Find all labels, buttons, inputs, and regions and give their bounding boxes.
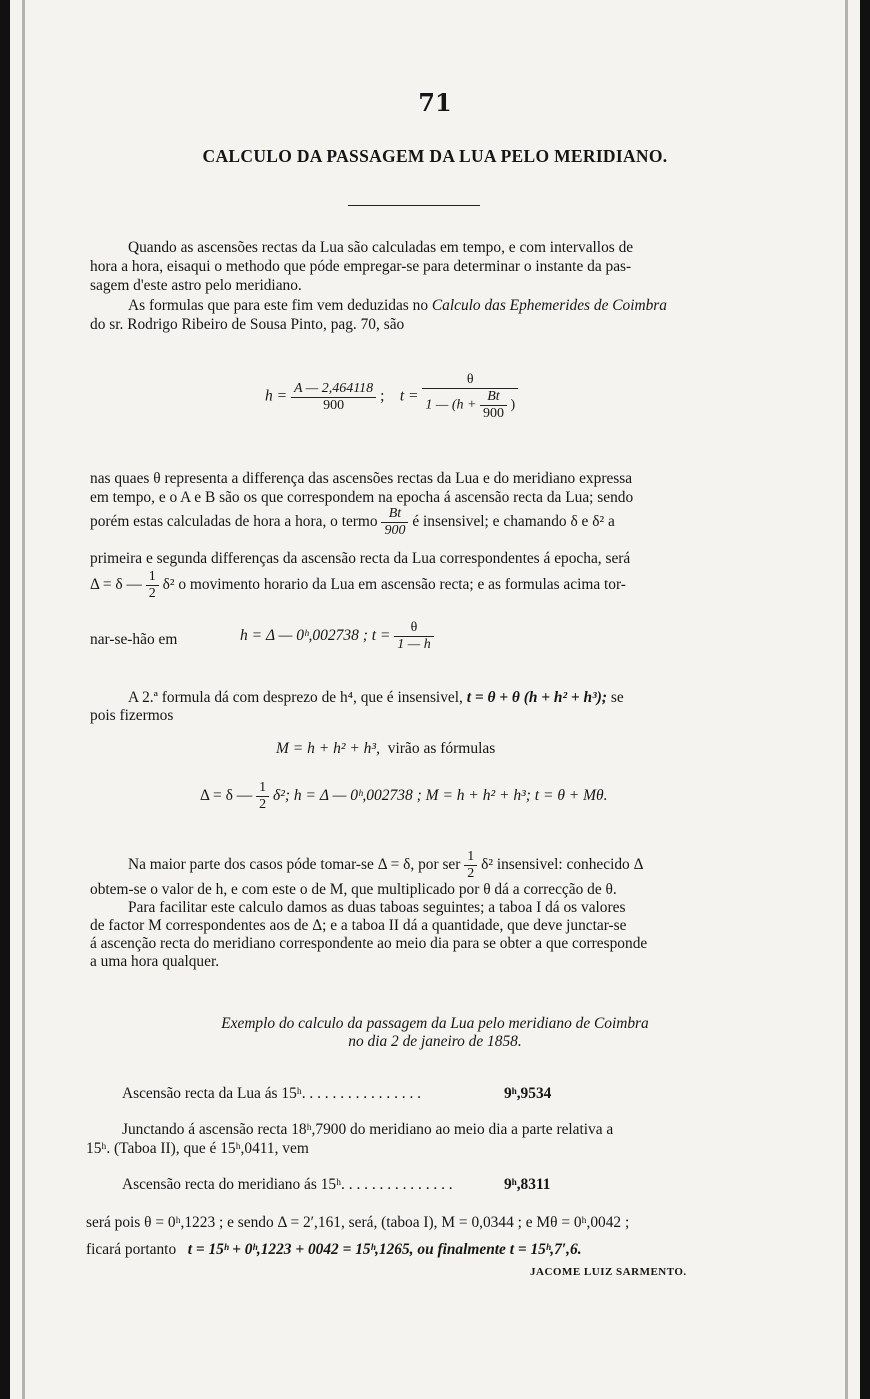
formula1-bt-numerator: Bt <box>480 389 507 406</box>
page-number: 71 <box>418 88 452 117</box>
para2-half-numerator: 1 <box>146 569 159 586</box>
formula1-h-numerator: A — 2,464118 <box>291 381 376 398</box>
para2-bt-fraction <box>381 506 408 539</box>
formula1-bt-fraction <box>480 389 507 422</box>
para2-line-3b: é insensivel; e chamando δ e δ² a <box>412 513 615 531</box>
para3-line-1c: se <box>610 689 624 706</box>
formula-reduced <box>240 620 434 653</box>
para4-line-2: obtem-se o valor de h, e com este o de M, que multiplicado por θ dá a correcção de θ. <box>90 881 617 898</box>
formula-final-set <box>200 780 608 813</box>
formula4-b: δ²; h = Δ — 0ʰ,002738 ; M = h + h² + h³; t = θ + Mθ. <box>273 787 608 805</box>
formula1-h-lhs: h = <box>265 387 288 405</box>
formula1-t-denominator <box>422 389 518 422</box>
formula2-t-lhs: t = <box>371 627 391 645</box>
para2-line-5b: δ² o movimento horario da Lua em ascensão recta; e as formulas acima tor- <box>162 576 626 594</box>
para2-line-5a: Δ = δ — <box>90 576 142 594</box>
para2-line-4: primeira e segunda differenças da ascensão recta da Lua correspondentes á epocha, será <box>90 550 631 567</box>
formula2-h: h = Δ — 0ʰ,002738 ; <box>240 627 368 645</box>
para2-half-denominator: 2 <box>148 586 156 601</box>
formula4-half-denominator: 2 <box>259 797 267 812</box>
formula2-t-denominator: 1 — h <box>397 637 431 652</box>
formula4-half-numerator: 1 <box>256 780 269 797</box>
para2-bt-denominator: 900 <box>384 523 406 538</box>
intro-line-4-text: As formulas que para este fim vem deduzidas no <box>128 297 432 314</box>
para2-line-1: nas quaes θ representa a differença das ascensões rectas da Lua e do meridiano expressa <box>90 470 633 487</box>
para4-line-1a: Na maior parte dos casos póde tomar-se Δ = δ, por ser <box>128 856 461 874</box>
formula1-t-den-a: 1 — (h + <box>425 397 477 413</box>
example-row-1-label: Ascensão recta da Lua ás 15ʰ. . . . . . . . . . . . . . . . <box>122 1085 421 1102</box>
formula4-half-fraction <box>256 780 269 813</box>
para2-line-3 <box>90 506 615 539</box>
para4-line-4: de factor M correspondentes aos de Δ; e a taboa II dá a quantidade, que deve junctar-se <box>90 917 627 934</box>
example-row-2-value: 9ʰ,8311 <box>504 1176 551 1193</box>
para4-line-1 <box>128 849 644 882</box>
book-title: Calculo das Ephemerides de Coimbra <box>431 297 667 314</box>
para3-line-1a: A 2.ª formula dá com desprezo de h⁴, que é insensivel, <box>128 689 463 706</box>
formula4-a: Δ = δ — <box>200 787 253 805</box>
intro-line-4 <box>128 296 667 315</box>
example-row-2-label: Ascensão recta do meridiano ás 15ʰ. . . . . . . . . . . . . . . <box>122 1176 453 1193</box>
author-signature: JACOME LUIZ SARMENTO. <box>530 1266 687 1278</box>
formula1-bt-denominator: 900 <box>482 406 504 421</box>
example-para-line-2: 15ʰ. (Taboa II), que é 15ʰ,0411, vem <box>86 1140 309 1157</box>
para4-half-denominator: 2 <box>467 866 475 881</box>
formula-h-and-t <box>265 372 518 422</box>
para3-line-2: pois fizermos <box>90 707 174 724</box>
para4-line-3: Para facilitar este calculo damos as duas taboas seguintes; a taboa I dá os valores <box>128 899 626 916</box>
para2-half-fraction <box>146 569 159 602</box>
para4-half-numerator: 1 <box>464 849 477 866</box>
para4-line-6: a uma hora qualquer. <box>90 953 220 970</box>
intro-line-1: Quando as ascensões rectas da Lua são calculadas em tempo, e com intervallos de <box>128 239 634 256</box>
para4-line-5: á ascenção recta do meridiano correspondente ao meio dia para se obter a que corresponde <box>90 935 648 952</box>
intro-line-5: do sr. Rodrigo Ribeiro de Sousa Pinto, pag. 70, são <box>90 316 405 333</box>
formula3-tail: virão as fórmulas <box>387 740 496 757</box>
formula1-t-lhs: t = <box>399 387 419 405</box>
example-row-1-value: 9ʰ,9534 <box>504 1085 552 1102</box>
example-result-line-2 <box>86 1240 582 1259</box>
example-result-line-2b: t = 15ʰ + 0ʰ,1223 + 0042 = 15ʰ,1265, ou finalmente t = 15ʰ,7′,6. <box>187 1241 582 1258</box>
formula1-h-fraction <box>291 381 376 414</box>
para2-bt-numerator: Bt <box>381 506 408 523</box>
formula1-separator: ; <box>380 387 385 405</box>
para3-line-1 <box>128 688 624 707</box>
example-heading-line-1: Exemplo do calculo da passagem da Lua pelo meridiano de Coimbra <box>221 1015 649 1032</box>
formula2-t-numerator: θ <box>394 620 433 637</box>
formula2-t-fraction <box>394 620 433 653</box>
para3-series: t = θ + θ (h + h² + h³); <box>466 689 607 706</box>
intro-line-2: hora a hora, eisaqui o methodo que póde empregar-se para determinar o instante da pas- <box>90 258 632 275</box>
formula1-t-den-b: ) <box>510 397 516 413</box>
example-result-line-2a: ficará portanto <box>86 1241 177 1258</box>
title-divider <box>348 205 480 206</box>
scan-right-edge <box>845 0 848 1399</box>
formula1-t-numerator: θ <box>422 372 518 389</box>
para4-half-fraction <box>464 849 477 882</box>
para2-line-2: em tempo, e o A e B são os que correspondem na epocha á ascensão recta da Lua; sendo <box>90 489 634 506</box>
example-para-line-1: Junctando á ascensão recta 18ʰ,7900 do meridiano ao meio dia a parte relativa a <box>122 1121 614 1138</box>
page-title: CALCULO DA PASSAGEM DA LUA PELO MERIDIANO. <box>202 146 668 166</box>
formula-m-definition <box>276 740 495 758</box>
para2-line-3a: porém estas calculadas de hora a hora, o termo <box>90 513 378 531</box>
formula3-m: M = h + h² + h³, <box>276 740 380 757</box>
para2-line-6: nar-se-hão em <box>90 631 178 648</box>
example-result-line-1: será pois θ = 0ʰ,1223 ; e sendo Δ = 2′,161, será, (taboa I), M = 0,0344 ; e Mθ = 0ʰ,0042 ; <box>86 1214 630 1231</box>
formula1-t-fraction <box>422 372 518 422</box>
intro-line-3: sagem d'este astro pelo meridiano. <box>90 277 302 294</box>
scan-left-edge <box>22 0 25 1399</box>
example-heading-line-2: no dia 2 de janeiro de 1858. <box>348 1033 522 1050</box>
formula1-h-denominator: 900 <box>323 397 345 413</box>
para2-line-5 <box>90 569 626 602</box>
para4-line-1b: δ² insensivel: conhecido Δ <box>481 856 644 874</box>
